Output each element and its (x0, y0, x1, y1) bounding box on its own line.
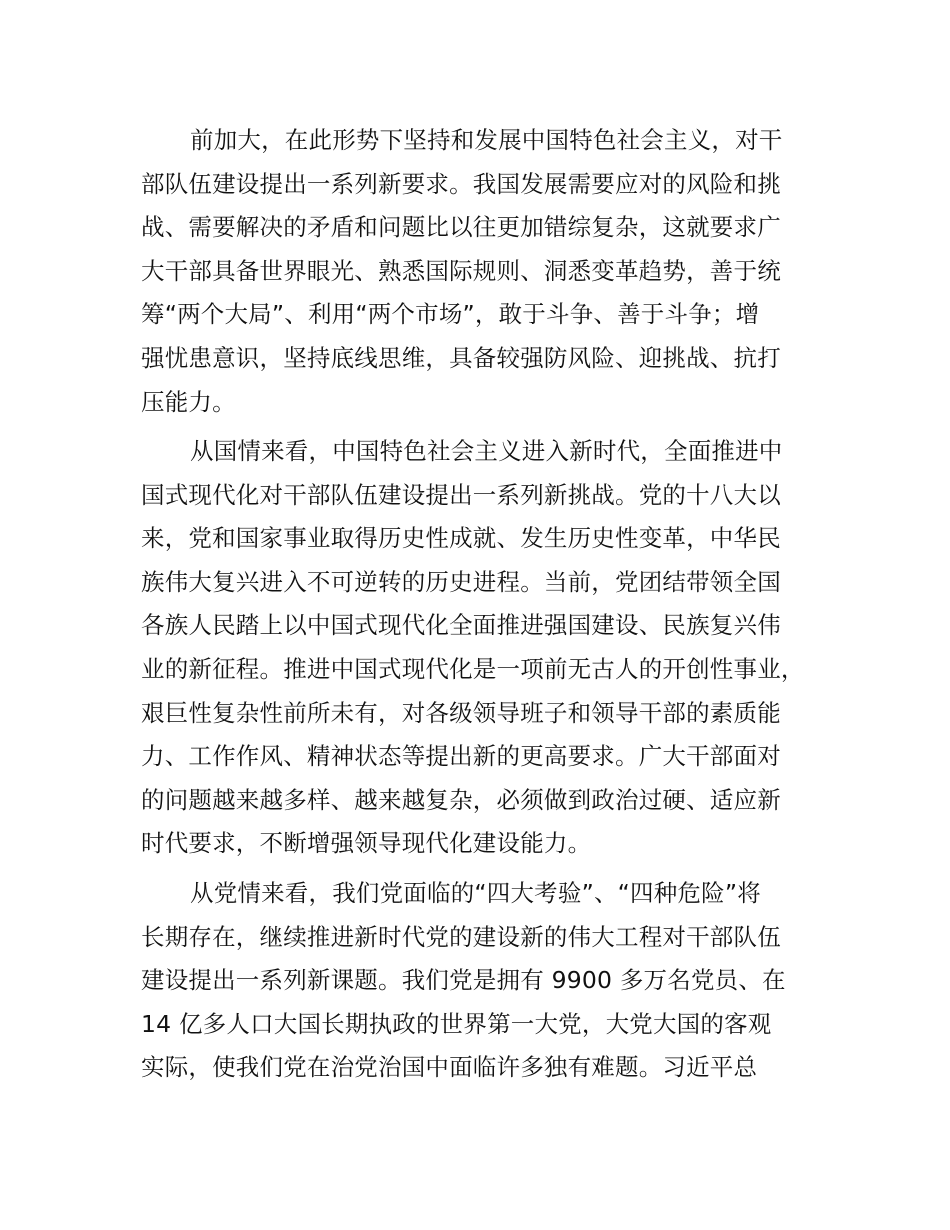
text-line: 的问题越来越多样、越来越复杂，必须做到政治过硬、适应新 (141, 785, 781, 814)
text-line: 来，党和国家事业取得历史性成就、发生历史性变革，中华民 (141, 524, 781, 553)
text-line: 战、需要解决的矛盾和问题比以往更加错综复杂，这就要求广 (141, 213, 781, 242)
text-line: 各族人民踏上以中国式现代化全面推进强国建设、民族复兴伟 (141, 611, 781, 640)
text-line: 艰巨性复杂性前所未有，对各级领导班子和领导干部的素质能 (141, 698, 781, 727)
paragraph-3 (141, 872, 861, 1090)
text-line: 族伟大复兴进入不可逆转的历史进程。当前，党团结带领全国 (141, 567, 781, 596)
text-line: 前加大，在此形势下坚持和发展中国特色社会主义，对干 (190, 126, 783, 154)
text-line: 长期存在，继续推进新时代党的建设新的伟大工程对干部队伍 (141, 922, 781, 951)
text-line: 国式现代化对干部队伍建设提出一系列新挑战。党的十八大以 (141, 480, 781, 509)
text-line: 14 亿多人口大国长期执政的世界第一大党，大党大国的客观 (141, 1009, 772, 1038)
text-line: 从党情来看，我们党面临的“四大考验”、“四种危险”将 (190, 879, 761, 907)
text-line: 大干部具备世界眼光、熟悉国际规则、洞悉变革趋势，善于统 (141, 256, 781, 285)
paragraph-2 (141, 430, 861, 866)
text-line: 业的新征程。推进中国式现代化是一项前无古人的开创性事业， (141, 654, 805, 683)
text-line: 建设提出一系列新课题。我们党是拥有 9900 多万名党员、在 (141, 966, 786, 995)
text-line: 部队伍建设提出一系列新要求。我国发展需要应对的风险和挑 (141, 169, 781, 198)
text-line: 时代要求，不断增强领导现代化建设能力。 (141, 829, 592, 858)
text-line: 压能力。 (141, 387, 236, 416)
paragraph-1 (141, 119, 861, 424)
text-line: 强忧患意识，坚持底线思维，具备较强防风险、迎挑战、抗打 (141, 343, 781, 372)
text-line: 从国情来看，中国特色社会主义进入新时代，全面推进中 (190, 437, 783, 465)
text-line: 实际，使我们党在治党治国中面临许多独有难题。习近平总 (141, 1053, 758, 1082)
text-line: 筹“两个大局”、利用“两个市场”，敢于斗争、善于斗争；增 (141, 300, 760, 329)
text-line: 力、工作作风、精神状态等提出新的更高要求。广大干部面对 (141, 742, 781, 771)
